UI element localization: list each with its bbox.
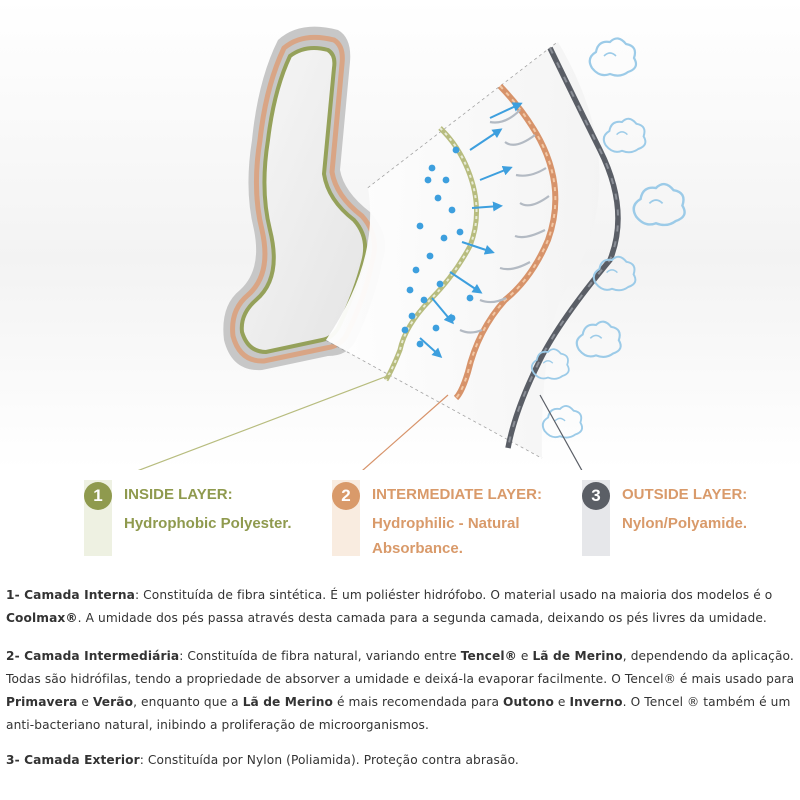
droplet — [425, 177, 432, 184]
droplet — [421, 297, 428, 304]
droplet — [437, 281, 444, 288]
droplet — [407, 287, 414, 294]
bold-term: Lã de Merino — [532, 649, 623, 663]
legend-title: INSIDE LAYER: — [124, 486, 233, 503]
droplet — [457, 229, 464, 236]
description-inside-layer — [6, 584, 796, 630]
legend-title: OUTSIDE LAYER: — [622, 486, 748, 503]
legend-intermediate-layer — [332, 480, 572, 556]
bold-term: Verão — [92, 695, 134, 709]
bold-term: Inverno — [569, 695, 623, 709]
layer-number-badge: 1 — [84, 482, 112, 510]
paragraph-text: : Constituída de fibra natural, variando entre — [179, 649, 461, 663]
paragraph-label: 1- Camada Interna — [6, 588, 135, 602]
paragraph-text: e — [516, 649, 533, 663]
paragraph-text: . A umidade dos pés passa através desta camada para a segunda camada, deixando os pés livres da umidade. — [77, 611, 767, 625]
droplet — [435, 195, 442, 202]
legend-title: INTERMEDIATE LAYER: — [372, 486, 543, 503]
description-intermediate-layer — [6, 645, 796, 737]
droplet — [443, 177, 450, 184]
paragraph-text: e — [77, 695, 93, 709]
bold-term: Primavera — [6, 695, 78, 709]
bold-term: Coolmax® — [6, 611, 78, 625]
legend-outside-layer — [582, 480, 792, 556]
description-outside-layer — [6, 749, 796, 772]
layer-number-badge: 3 — [582, 482, 610, 510]
bold-term: Outono — [503, 695, 554, 709]
paragraph-label: 3- Camada Exterior — [6, 753, 140, 767]
droplet — [467, 295, 474, 302]
paragraph-label: 2- Camada Intermediária — [6, 649, 180, 663]
droplet — [433, 325, 440, 332]
droplet — [449, 207, 456, 214]
droplet — [453, 147, 460, 154]
droplet — [429, 165, 436, 172]
paragraph-text: : Constituída por Nylon (Poliamida). Proteção contra abrasão. — [139, 753, 519, 767]
droplet — [417, 223, 424, 230]
paragraph-text: , enquanto que a — [133, 695, 243, 709]
paragraph-text: , dependendo da aplicação. Todas são hidrófilas, tendo a propriedade de absorver a umidade e deixá-la evaporar facilmente. O Tencel® é mais usado para — [6, 649, 795, 686]
layer-number-badge: 2 — [332, 482, 360, 510]
bold-term: Lã de Merino — [242, 695, 333, 709]
droplet — [427, 253, 434, 260]
bold-term: Tencel® — [460, 649, 517, 663]
paragraph-text: e — [553, 695, 570, 709]
paragraph-text: . O Tencel ® também é um anti-bacteriano natural, inibindo a proliferação de microorganismos. — [6, 695, 791, 732]
legend-subtitle: Hydrophilic - Natural Absorbance. — [372, 515, 520, 557]
legend-subtitle: Nylon/Polyamide. — [622, 515, 748, 532]
droplet — [409, 313, 416, 320]
paragraph-text: é mais recomendada para — [333, 695, 504, 709]
droplet — [417, 341, 424, 348]
paragraph-text: : Constituída de fibra sintética. É um poliéster hidrófobo. O material usado na maioria dos modelos é o — [134, 588, 773, 602]
legend-inside-layer — [84, 480, 324, 556]
droplet — [402, 327, 409, 334]
legend-subtitle: Hydrophobic Polyester. — [124, 515, 292, 532]
droplet — [413, 267, 420, 274]
droplet — [441, 235, 448, 242]
